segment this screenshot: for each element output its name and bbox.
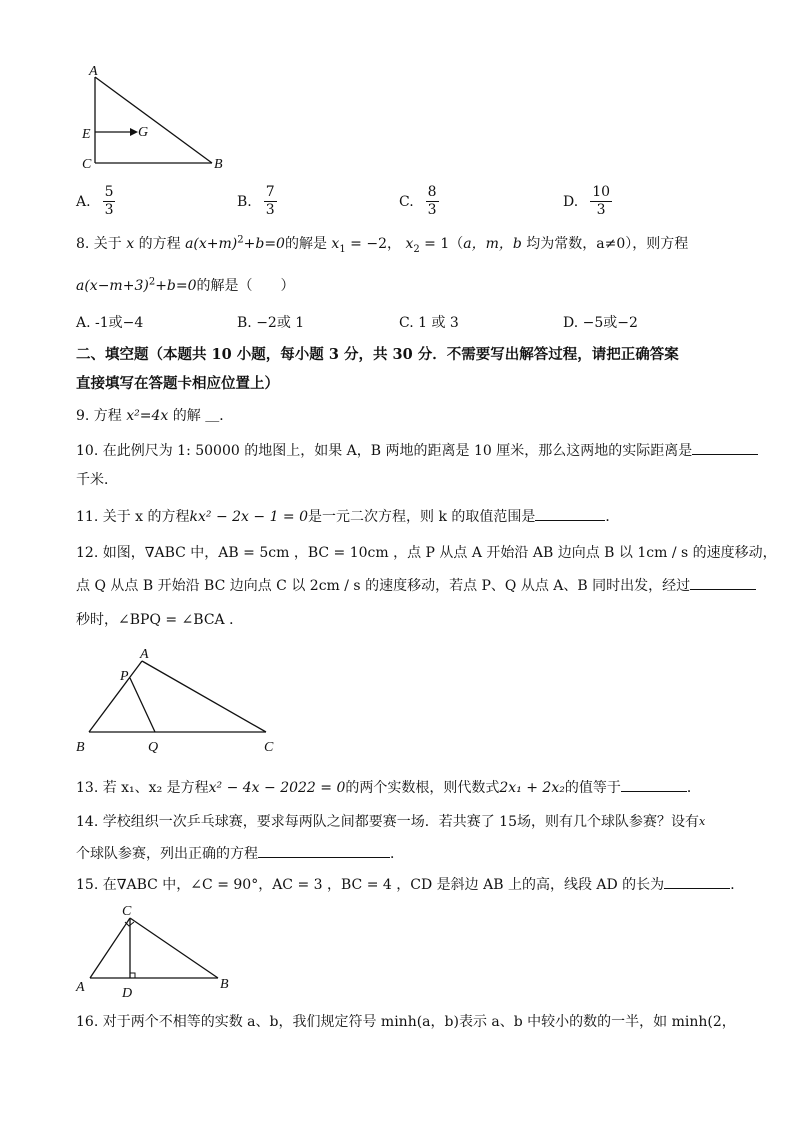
q7-option-d: D. $\frac{10}{3}$	[563, 184, 611, 218]
figure-q12-triangle	[70, 642, 290, 757]
edge-cb	[130, 918, 218, 978]
arrow-head	[130, 128, 138, 136]
q15: 15. 在∇ABC 中，∠C = 90°，AC = 3 ，BC = 4 ，CD 是斜边 AB 上的高，线段 AD 的长为 ．	[76, 874, 744, 895]
figure-q7-triangle	[76, 60, 236, 175]
q8-option-a: A. -1或−4	[76, 315, 144, 331]
q16: 16. 对于两个不相等的实数 a、b，我们规定符号 minh(a，b)表示 a、b 中较小的数的一半，如 minh(2，	[76, 1014, 736, 1030]
q14-line2: 个球队参赛，列出正确的方程 ．	[76, 843, 404, 864]
q7-option-a: A. $\frac{5}{3}$	[76, 184, 114, 218]
q7-option-c: C. $\frac{8}{3}$	[399, 184, 437, 218]
label-a: A	[76, 980, 85, 995]
label-a: A	[140, 647, 149, 662]
label-d: D	[122, 986, 133, 1001]
fraction: $\frac{8}{3}$	[427, 184, 437, 218]
q8-line1: 8. 关于 x 的方程 $a(x+m)^2+b=0$的解是 $x_1 = -2$， $x_2 = 1(a$，m，b 均为常数，a≠0），则方程	[76, 234, 689, 255]
label-g: G	[138, 125, 149, 140]
q8-line2: $a(x-m+3)^2+b=0$的解是（ ）	[76, 276, 295, 294]
label-b: B	[76, 740, 85, 755]
q12-line3: 秒时，∠BPQ = ∠BCA ．	[76, 612, 244, 628]
label-a: A	[89, 64, 98, 79]
label-c: C	[122, 904, 132, 919]
fraction: $\frac{5}{3}$	[104, 184, 114, 218]
label-b: B	[220, 977, 229, 992]
figure-q15-triangle	[74, 898, 244, 1003]
right-angle-d	[130, 973, 135, 978]
q14-line1: 14. 学校组织一次乒乓球赛，要求每两队之间都要赛一场．若共赛了 15场，则有几个球队参赛？设有$^x$	[76, 814, 706, 830]
q7-option-b: B. $\frac{7}{3}$	[237, 184, 275, 218]
section-heading-line1: 二、填空题（本题共 10 小题，每小题 3 分，共 30 分．不需要写出解答过程，请把正确答案	[76, 346, 679, 363]
q8-option-d: D. −5或−2	[563, 315, 638, 331]
label-b: B	[214, 157, 223, 172]
q8-option-c: C. 1 或 3	[399, 315, 459, 331]
q9: 9. 方程 x²=4x 的解 ＿．	[76, 408, 234, 424]
label-p: P	[120, 669, 129, 684]
q10-line1: 10. 在此例尺为 1: 50000 的地图上，如果 A，B 两地的距离是 10 厘米，那么这两地的实际距离是	[76, 440, 758, 461]
edge-ab	[95, 77, 212, 163]
label-e: E	[82, 127, 91, 142]
q10-line2: 千米．	[76, 472, 118, 488]
edge-ba	[89, 661, 142, 732]
fraction: $\frac{10}{3}$	[592, 184, 611, 218]
edge-ac	[90, 918, 130, 978]
edge-ac	[142, 661, 266, 732]
section-heading-line2: 直接填写在答题卡相应位置上）	[76, 375, 279, 392]
q8-option-b: B. −2或 1	[237, 315, 305, 331]
label-q: Q	[148, 740, 159, 755]
q12-line1: 12. 如图，∇ABC 中，AB = 5cm ，BC = 10cm ，点 P 从点 A 开始沿 AB 边向点 B 以 1cm / s 的速度移动，	[76, 545, 777, 561]
q11: 11. 关于 x 的方程kx² − 2x − 1 = 0是一元二次方程，则 k 的取值范围是 ．	[76, 506, 619, 527]
q12-line2: 点 Q 从点 B 开始沿 BC 边向点 C 以 2cm / s 的速度移动，若点 P、Q 从点 A、B 同时出发，经过	[76, 575, 756, 596]
label-c: C	[82, 157, 92, 172]
q13: 13. 若 x₁、x₂ 是方程x² − 4x − 2022 = 0的两个实数根，则代数式2x₁ + 2x₂的值等于 ．	[76, 777, 701, 798]
segment-pq	[130, 678, 155, 732]
label-c: C	[264, 740, 274, 755]
fraction: $\frac{7}{3}$	[265, 184, 275, 218]
